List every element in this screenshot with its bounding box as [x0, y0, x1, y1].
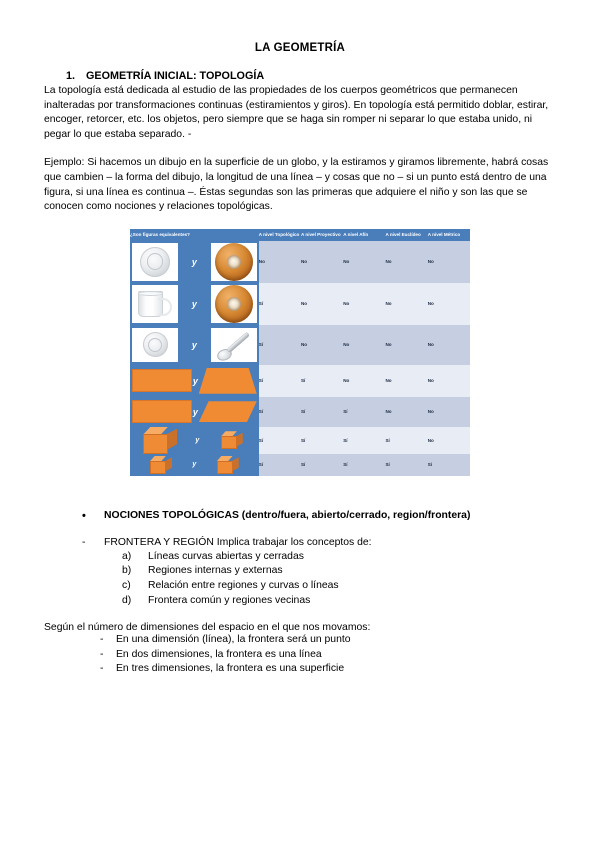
column-header-metrico: A nivel Métrico [428, 229, 470, 241]
cell-proyectivo: Sí [301, 454, 343, 476]
table-head [130, 229, 470, 241]
cell-metrico: No [428, 325, 470, 365]
cell-afin: Sí [343, 427, 385, 454]
notions-bullet-list [44, 510, 556, 521]
conjunction-label: y [192, 406, 198, 417]
figure-plate [130, 243, 180, 281]
figure-cube-small [144, 456, 178, 474]
figure-cube-large [140, 427, 180, 454]
list-item [44, 564, 556, 579]
notions-section [44, 510, 556, 608]
figure-donut [209, 285, 259, 323]
conjunction-label: y [195, 436, 200, 444]
cell-topologico: Sí [259, 397, 301, 427]
column-header-euclideo: A nivel Euclídeo [385, 229, 427, 241]
figure-pair-cell [130, 241, 259, 283]
list-marker: a) [122, 550, 132, 562]
conjunction-label: y [192, 461, 197, 469]
cell-afin: No [343, 325, 385, 365]
section-number: 1. [66, 70, 76, 82]
cell-metrico: No [428, 283, 470, 325]
cell-euclideo: No [385, 325, 427, 365]
dimensions-list [44, 633, 556, 677]
column-header-proyectivo: A nivel Proyectivo [301, 229, 343, 241]
example-paragraph: Ejemplo: Si hacemos un dibujo en la superficie de un globo, y la estiramos y giramos libremente, habrá cosas que cambien – la forma del dibujo, la longitud de una línea – y cosas que no – si un punto está dentro de una figura, si una línea es continua –. Éstas segundas son las primeras que adquiere el niño y son las que se conocen como nociones y relaciones topológicas. [44, 157, 549, 213]
page-title: LA GEOMETRÍA [254, 42, 346, 54]
figure-mug [130, 285, 180, 323]
dimensions-section [44, 622, 556, 677]
column-header-afin: A nivel Afín [343, 229, 385, 241]
cell-afin: No [343, 283, 385, 325]
frontera-region-item: - FRONTERA Y REGIÓN Implica trabajar los conceptos de: [44, 537, 556, 548]
concepts-list [44, 550, 556, 608]
cell-topologico: Sí [259, 427, 301, 454]
cell-euclideo: No [385, 365, 427, 397]
cell-topologico: Sí [259, 325, 301, 365]
cell-proyectivo: Sí [301, 427, 343, 454]
figure-pair-cell [130, 397, 259, 427]
list-item: - En tres dimensiones, la frontera es una superficie [44, 662, 556, 677]
list-marker: d) [122, 594, 132, 606]
list-item: - En una dimensión (línea), la frontera será un punto [44, 633, 556, 648]
figure-pair-cell [130, 325, 259, 365]
cell-euclideo: Sí [385, 427, 427, 454]
cell-proyectivo: No [301, 325, 343, 365]
cell-euclideo: No [385, 397, 427, 427]
section-heading-text: GEOMETRÍA INICIAL: TOPOLOGÍA [86, 70, 265, 82]
table-row [130, 427, 470, 454]
cell-topologico: Sí [259, 454, 301, 476]
conjunction-label: y [192, 375, 198, 386]
cell-metrico: Sí [428, 454, 470, 476]
table-row [130, 397, 470, 427]
figure-trapezoid [199, 368, 257, 394]
section-heading [44, 70, 556, 82]
list-item-text: Relación entre regiones y curvas o líneas [148, 579, 339, 591]
list-item: - En dos dimensiones, la frontera es una línea [44, 648, 556, 663]
cell-proyectivo: Sí [301, 365, 343, 397]
cell-afin: No [343, 241, 385, 283]
cell-proyectivo: No [301, 241, 343, 283]
cell-proyectivo: Sí [301, 397, 343, 427]
figure-spoon [209, 328, 259, 362]
dimensions-intro: Según el número de dimensiones del espacio en el que nos movamos: [44, 622, 371, 634]
cell-metrico: No [428, 427, 470, 454]
table-row [130, 454, 470, 476]
table-row [130, 283, 470, 325]
figure-rectangle [132, 369, 192, 392]
figure-pair-cell [130, 365, 259, 397]
cell-metrico: No [428, 241, 470, 283]
table-header-row [130, 229, 470, 241]
cell-proyectivo: No [301, 283, 343, 325]
list-item-text: Frontera común y regiones vecinas [148, 594, 311, 606]
conjunction-label: y [191, 298, 197, 309]
table-row [130, 325, 470, 365]
cell-afin: Sí [343, 397, 385, 427]
figure-pair-cell [130, 427, 259, 454]
figure-pair-cell [130, 454, 259, 476]
table-body [130, 241, 470, 476]
cell-topologico: Sí [259, 283, 301, 325]
cell-euclideo: Sí [385, 454, 427, 476]
equivalence-table [130, 229, 470, 476]
list-item [44, 550, 556, 565]
list-marker: b) [122, 565, 132, 577]
figure-parallelogram [199, 401, 257, 422]
figure-pair-cell [130, 283, 259, 325]
cell-metrico: No [428, 397, 470, 427]
equivalence-table-container [130, 229, 470, 476]
cell-euclideo: No [385, 283, 427, 325]
table-row [130, 241, 470, 283]
figure-cube-small [211, 456, 245, 474]
column-header-question: ¿Son figuras equivalentes? [130, 229, 259, 241]
cell-topologico: No [259, 241, 301, 283]
conjunction-label: y [191, 256, 197, 267]
list-item: • NOCIONES TOPOLÓGICAS (dentro/fuera, abierto/cerrado, region/frontera) [44, 510, 556, 521]
list-marker: c) [122, 579, 131, 591]
list-item-text: Líneas curvas abiertas y cerradas [148, 550, 304, 562]
figure-plate [130, 328, 180, 362]
figure-rectangle [132, 400, 192, 423]
cell-metrico: No [428, 365, 470, 397]
column-header-topologico: A nivel Topológico [259, 229, 301, 241]
table-row [130, 365, 470, 397]
list-item-text: Regiones internas y externas [148, 565, 283, 577]
figure-cube-small [215, 431, 249, 449]
cell-afin: Sí [343, 454, 385, 476]
intro-paragraph: La topología está dedicada al estudio de las propiedades de los cuerpos geométricos que permanecen inalteradas por transformaciones continuas (estiramientos y giros). En topología está permitido doblar, estirar, encoger, retorcer, etc. los objetos, pero siempre que se haga sin romper ni separar lo que estaba unido, ni pegar lo que estaba separado. - [44, 85, 549, 140]
cell-euclideo: No [385, 241, 427, 283]
figure-donut [209, 243, 259, 281]
cell-topologico: Sí [259, 365, 301, 397]
cell-afin: No [343, 365, 385, 397]
list-item [44, 594, 556, 609]
conjunction-label: y [191, 339, 197, 350]
list-item [44, 579, 556, 594]
